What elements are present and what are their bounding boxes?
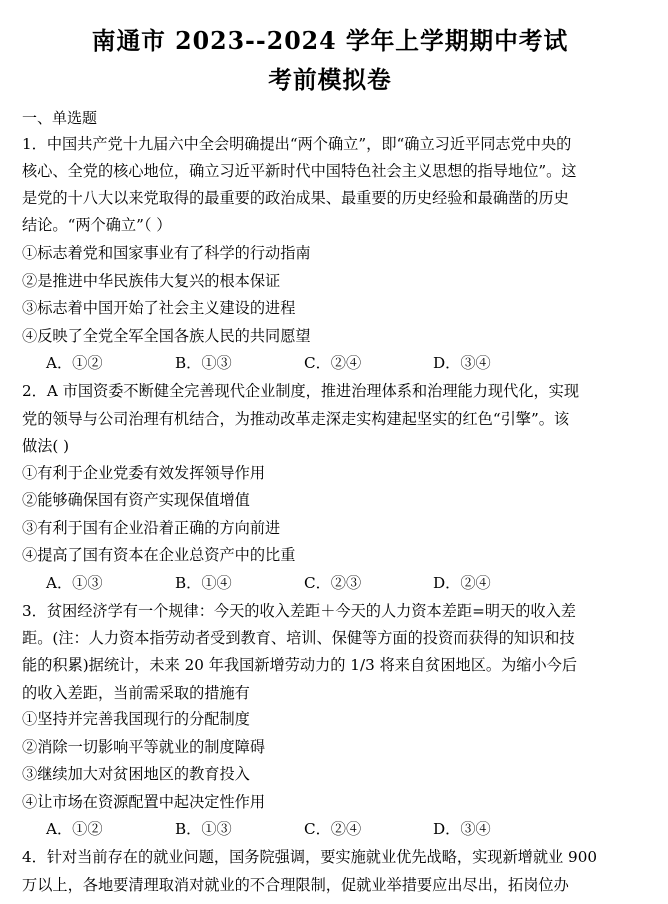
section-heading: 一、单选题: [22, 109, 98, 127]
question-3-line-1: 3．贫困经济学有一个规律：今天的收入差距＋今天的人力资本差距=明天的收入差: [22, 602, 576, 620]
question-2-item-2: ②能够确保国有资产实现保值增值: [22, 491, 250, 509]
exam-title: 南通市 2023--2024 学年上学期期中考试: [91, 26, 569, 55]
question-1-line-1: 1．中国共产党十九届六中全会明确提出“两个确立”，即“确立习近平同志党中央的: [22, 135, 572, 153]
question-2-line-1: 2．A 市国资委不断健全完善现代企业制度，推进治理体系和治理能力现代化，实现: [22, 382, 580, 400]
option-b: B．①④: [175, 574, 232, 592]
question-3-options: [46, 819, 562, 839]
question-1-line-2: 核心、全党的核心地位，确立习近平新时代中国特色社会主义思想的指导地位”。这: [22, 162, 577, 180]
option-d: D．③④: [433, 820, 491, 838]
question-4-line-1: 4．针对当前存在的就业问题，国务院强调，要实施就业优先战略，实现新增就业 900: [22, 848, 598, 866]
option-c: C．②④: [304, 820, 362, 838]
question-3-item-2: ②消除一切影响平等就业的制度障碍: [22, 738, 265, 756]
question-2-options: [46, 573, 562, 593]
question-1-item-2: ②是推进中华民族伟大复兴的根本保证: [22, 272, 281, 290]
question-2-item-1: ①有利于企业党委有效发挥领导作用: [22, 464, 265, 482]
question-4-line-2: 万以上，各地要清理取消对就业的不合理限制，促就业举措要应出尽出，拓岗位办: [22, 876, 569, 894]
option-d: D．③④: [433, 354, 491, 372]
option-a: A．①③: [46, 574, 103, 592]
question-2-line-3: 做法( ): [22, 437, 70, 455]
question-1-line-3: 是党的十八大以来党取得的最重要的政治成果、最重要的历史经验和最确凿的历史: [22, 189, 569, 207]
question-1-options: [46, 353, 562, 373]
question-3-item-3: ③继续加大对贫困地区的教育投入: [22, 765, 250, 783]
option-b: B．①③: [175, 354, 232, 372]
question-2-line-2: 党的领导与公司治理有机结合，为推动改革走深走实构建起坚实的红色“引擎”。该: [22, 410, 570, 428]
option-c: C．②③: [304, 574, 362, 592]
question-1-line-4: 结论。“两个确立”（ ）: [22, 216, 172, 234]
option-a: A．①②: [46, 820, 103, 838]
question-3-line-2: 距。(注：人力资本指劳动者受到教育、培训、保健等方面的投资而获得的知识和技: [22, 629, 575, 647]
question-2-item-3: ③有利于国有企业沿着正确的方向前进: [22, 519, 281, 537]
question-3-item-4: ④让市场在资源配置中起决定性作用: [22, 793, 265, 811]
question-3-line-3: 能的积累)据统计，未来 20 年我国新增劳动力的 1/3 将来自贫困地区。为缩小今后: [22, 656, 578, 674]
option-c: C．②④: [304, 354, 362, 372]
question-2-item-4: ④提高了国有资本在企业总资产中的比重: [22, 546, 296, 564]
exam-subtitle: 考前模拟卷: [268, 65, 392, 94]
question-1-item-3: ③标志着中国开始了社会主义建设的进程: [22, 299, 296, 317]
option-d: D．②④: [433, 574, 491, 592]
question-1-item-1: ①标志着党和国家事业有了科学的行动指南: [22, 244, 311, 262]
option-a: A．①②: [46, 354, 103, 372]
question-3-line-4: 的收入差距，当前需采取的措施有: [22, 684, 250, 702]
option-b: B．①③: [175, 820, 232, 838]
question-1-item-4: ④反映了全党全军全国各族人民的共同愿望: [22, 327, 311, 345]
question-3-item-1: ①坚持并完善我国现行的分配制度: [22, 710, 250, 728]
